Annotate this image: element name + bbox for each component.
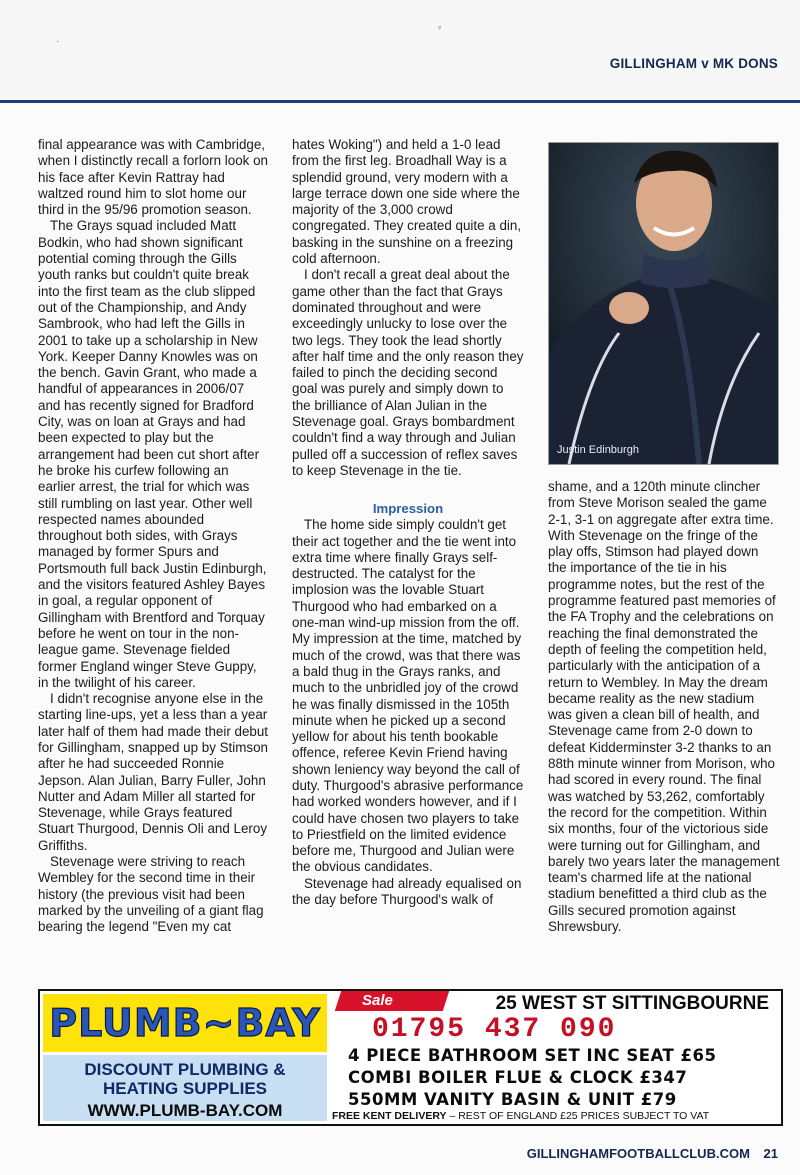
print-speck: ⸗ [438, 22, 442, 33]
advert-footnote [332, 1110, 709, 1122]
delivery-note: FREE KENT DELIVERY [332, 1110, 447, 1122]
paragraph: Stevenage had already equalised on the day before Thurgood's walk of [292, 875, 522, 908]
header-title: GILLINGHAM v MK DONS [609, 56, 778, 71]
paragraph: final appearance was with Cambridge, when I distinctly recall a forlorn look on his face after Kevin Rattray had waltzed round him to slot home our third in the 95/96 promotion season. [38, 137, 268, 218]
plumb-bay-logo-text: PLUMB~BAY [49, 1001, 321, 1045]
sale-label: Sale [362, 992, 393, 1009]
plumb-bay-advert [38, 989, 783, 1126]
header-rule [0, 100, 800, 103]
delivery-terms: – REST OF ENGLAND £25 PRICES SUBJECT TO VAT [446, 1110, 710, 1122]
paragraph: shame, and a 120th minute clincher from Steve Morison sealed the game 2-1, 3-1 on aggregate after extra time. With Stevenage on the fringe of the play offs, Stimson had played down the importance of the tie in his programme notes, but the rest of the programme featured past memories of the FA Trophy and the celebrations on reaching the final demonstrated the depth of feeling the competition held, particularly with the anticipation of a return to Wembley. In May the dream became reality as the new stadium was given a clean bill of health, and Stevenage came from 2-0 down to defeat Kidderminster 3-2 thanks to an 88th minute winner from Morison, who had scored in every round. The final was watched by 53,262, comfortably the record for the competition. Within six months, four of the victorious side were turning out for Gillingham, and barely two years later the management team's charmed life at the national stadium benefitted a third club as the Gills secured promotion against Shrewsbury. [548, 479, 780, 935]
advert-left-panel [40, 991, 330, 1124]
paragraph: Stevenage were striving to reach Wembley for the second time in their history (the previous visit had been marked by the unveiling of a giant flag bearing the legend "Even my cat [38, 854, 264, 935]
page-number: 21 [763, 1146, 778, 1161]
paragraph: The home side simply couldn't get their act together and the tie went into extra time where finally Grays self-destructed. The catalyst for the implosion was the lovable Stuart Thurgood who had embarked on a one-man wind-up mission from the off. My impression at the time, matched by much of the crowd, was that there was a bald thug in the Grays ranks, and much to the unbridled joy of the crowd he was finally dismissed in the 105th minute when he picked up a second yellow for about his tenth bookable offence, referee Kevin Friend having shown leniency way beyond the call of duty. Thurgood's abrasive performance had worked wonders however, and if I could have chosen two players to take to Priestfield on the limited evidence before me, Thurgood and Julian were the obvious candidates. [292, 517, 524, 875]
article-column-1 [38, 137, 268, 936]
article-column-2 [292, 137, 524, 908]
page-footer [527, 1146, 778, 1161]
plumb-bay-logo [43, 994, 327, 1052]
header-band [0, 0, 800, 100]
photo-caption: Justin Edinburgh [557, 444, 639, 456]
advert-line: HEATING SUPPLIES [102, 1079, 268, 1098]
advert-url: WWW.PLUMB-BAY.COM [87, 1101, 283, 1120]
footer-site: GILLINGHAMFOOTBALLCLUB.COM [526, 1146, 750, 1161]
subheading: Impression [372, 501, 444, 517]
article-column-3 [548, 479, 780, 935]
advert-offer: COMBI BOILER FLUE & CLOCK £347 [348, 1068, 688, 1087]
paragraph: I didn't recognise anyone else in the starting line-ups, yet a less than a year later half of them had made their debut for Gillingham, snapped up by Stimson after he had succeeded Ronnie Jepson. Alan Julian, Barry Fuller, John Nutter and Adam Miller all started for Stevenage, while Grays featured Stuart Thurgood, Dennis Oli and Leroy Griffiths. [38, 691, 269, 853]
advert-phone: 01795 437 090 [372, 1014, 617, 1045]
paragraph: hates Woking") and held a 1-0 lead from the first leg. Broadhall Way is a splendid ground, very modern with a large terrace down one side where the majority of the 3,000 crowd congregated. They created quite a din, basking in the sunshine on a freezing cold afternoon. [292, 137, 522, 267]
advert-offer: 4 PIECE BATHROOM SET INC SEAT £65 [348, 1046, 717, 1065]
advert-line: DISCOUNT PLUMBING & [84, 1060, 286, 1079]
paragraph: I don't recall a great deal about the game other than the fact that Grays dominated throughout and were exceedingly unlucky to lose over the two legs. They took the lead shortly after half time and the only reason they failed to pinch the deciding second goal was purely and simply down to the brilliance of Alan Julian in the Stevenage goal. Grays bombardment couldn't find a way through and Julian pulled off a succession of reflex saves to keep Stevenage in the tie. [292, 267, 524, 478]
portrait-illustration [549, 143, 778, 464]
advert-right-panel [330, 991, 781, 1124]
print-speck: · [56, 36, 60, 47]
paragraph: The Grays squad included Matt Bodkin, who had shown significant potential coming through the Gills youth ranks but couldn't quite break into the first team as the club slipped out of the Championship, and Andy Sambrook, who had left the Gills in 2001 to take up a scholarship in New York. Keeper Danny Knowles was on the bench. Gavin Grant, who made a handful of appearances in 2006/07 and has recently signed for Bradford City, was on loan at Grays and had been expected to play but the arrangement had been cut short after he broke his curfew following an earlier arrest, the trial for which was still rumbling on last year. Other well respected names abounded throughout both sides, with Grays managed by former Spurs and Portsmouth full back Justin Edinburgh, and the visitors featured Ashley Bayes in goal, a regular opponent of Gillingham with Brentford and Torquay before he went on tour in the non-league game. Stevenage fielded former England winger Steve Guppy, in the twilight of his career. [38, 218, 267, 690]
advert-left-body [43, 1055, 327, 1121]
player-photo [548, 142, 779, 465]
advert-offer: 550MM VANITY BASIN & UNIT £79 [348, 1090, 677, 1109]
advert-address: 25 WEST ST SITTINGBOURNE [495, 993, 769, 1014]
